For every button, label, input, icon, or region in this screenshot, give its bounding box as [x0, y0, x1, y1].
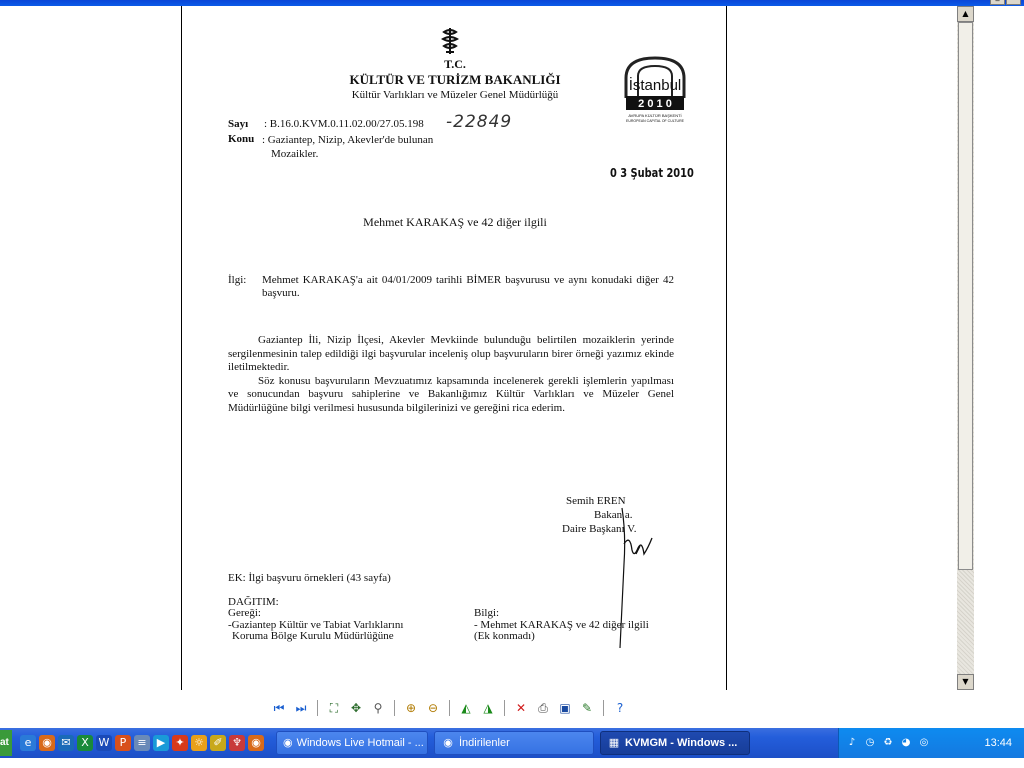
save-icon[interactable]: ▣ — [559, 701, 571, 715]
media-icon[interactable]: ▶ — [153, 735, 169, 751]
task-label: Windows Live Hotmail - ... — [296, 737, 424, 749]
help-icon[interactable]: ? — [616, 701, 624, 715]
signer-name: Semih EREN — [566, 495, 626, 507]
last-page-icon[interactable]: ⏭ — [295, 700, 307, 715]
distribution-geregi — [228, 608, 403, 643]
scroll-thumb[interactable] — [958, 22, 973, 570]
geregi-line-1: -Gaziantep Kültür ve Tabiat Varlıklarını — [228, 618, 404, 631]
ie-icon[interactable]: e — [20, 735, 36, 751]
header-tc: T.C. — [444, 57, 466, 71]
taskbar — [0, 728, 1024, 758]
clock[interactable]: 13:44 — [984, 737, 1012, 749]
ilgi-text: Mehmet KARAKAŞ'a ait 04/01/2009 tarihli BİMER başvurusu ve aynı konudaki diğer 42 başvuru. — [262, 274, 674, 299]
task-kvmgm[interactable] — [600, 731, 750, 755]
rotate-left-icon[interactable]: ◭ — [461, 701, 471, 715]
first-page-icon[interactable]: ⏮ — [273, 700, 285, 715]
distribution-bilgi — [474, 608, 649, 643]
sayi-handwritten-number: -22849 — [446, 112, 513, 132]
outlook-icon[interactable]: ✉ — [58, 735, 74, 751]
fit-page-icon[interactable]: ⛶ — [329, 700, 339, 715]
ministry-emblem-icon — [437, 26, 463, 56]
body-paragraph-1: Gaziantep İli, Nizip İlçesi, Akevler Mevkiinde bulunduğu belirtilen mozaiklerin yerinde sergilenmesinin talep edildiği ilgi başvurular inceleniş olup başvuruların birer örneği yazımız ekinde iletilmektedir. — [228, 334, 674, 373]
tray-icons — [845, 736, 931, 750]
sayi-label: Sayı — [228, 118, 249, 130]
tray-icon[interactable]: ◕ — [901, 737, 911, 748]
task-label: İndirilenler — [459, 737, 510, 749]
bilgi-line-1: - Mehmet KARAKAŞ ve 42 diğer ilgili — [474, 618, 649, 631]
quick-launch — [14, 730, 270, 756]
start-button[interactable]: at — [0, 730, 12, 756]
header-ministry: KÜLTÜR VE TURİZM BAKANLIĞI — [349, 72, 561, 87]
toolbar-separator — [394, 700, 395, 716]
side-strip — [974, 6, 1024, 690]
signer-title-1: Bakan a. — [594, 509, 633, 521]
logo-tagline-en: EUROPEAN CAPITAL OF CULTURE — [626, 119, 684, 123]
task-indirilenler[interactable] — [434, 731, 594, 755]
logo-tagline-tr: AVRUPA KÜLTÜR BAŞKENTİ — [628, 113, 682, 118]
viewer-toolbar — [270, 697, 629, 719]
attachment-note: EK: İlgi başvuru örnekleri (43 sayfa) — [228, 572, 391, 584]
toolbar-separator — [504, 700, 505, 716]
tool-icon[interactable]: ✦ — [172, 735, 188, 751]
tray-icon[interactable]: ◎ — [919, 737, 929, 748]
logo-word: İstanbul — [628, 77, 682, 94]
document-page — [181, 6, 727, 690]
distribution-heading: DAĞITIM: — [228, 596, 279, 608]
system-tray — [838, 728, 1024, 758]
zoom-out-icon[interactable]: ⊖ — [427, 701, 439, 715]
geregi-label: Gereği: — [228, 607, 261, 619]
zoom-in-icon[interactable]: ⊕ — [405, 701, 417, 715]
bilgi-line-2: (Ek konmadı) — [474, 630, 535, 642]
antivirus-icon[interactable]: ♆ — [229, 735, 245, 751]
konu-line-1: : Gaziantep, Nizip, Akevler'de bulunan — [262, 134, 434, 146]
scroll-up-button[interactable]: ▲ — [957, 6, 974, 22]
word-icon[interactable]: W — [96, 735, 112, 751]
task-app-icon: ◉ — [283, 736, 293, 749]
konu-value — [262, 133, 482, 161]
delete-icon[interactable]: ✕ — [515, 701, 527, 715]
fit-width-icon[interactable]: ✥ — [350, 701, 362, 715]
konu-label: Konu — [228, 133, 255, 145]
task-buttons — [270, 731, 750, 755]
sun-icon[interactable]: ☼ — [191, 735, 207, 751]
istanbul-2010-logo — [618, 54, 692, 126]
task-app-icon: ◉ — [443, 736, 453, 749]
firefox-icon-2[interactable]: ◉ — [248, 735, 264, 751]
sayi-value: : B.16.0.KVM.0.11.02.00/27.05.198 — [264, 118, 424, 130]
tray-icon[interactable]: ♻ — [883, 737, 893, 748]
minimize-button[interactable] — [990, 0, 1005, 5]
bottom-strip — [0, 758, 1024, 768]
toolbar-separator — [449, 700, 450, 716]
vertical-scrollbar[interactable] — [957, 6, 974, 690]
document-body — [228, 334, 674, 415]
header-department: Kültür Varlıkları ve Müzeler Genel Müdürlüğü — [351, 89, 559, 101]
rotate-right-icon[interactable]: ◮ — [483, 701, 493, 715]
scroll-down-button[interactable]: ▼ — [957, 674, 974, 690]
pen-icon[interactable]: ✐ — [210, 735, 226, 751]
tray-icon[interactable]: ♪ — [848, 737, 856, 748]
recipient: Mehmet KARAKAŞ ve 42 diğer ilgili — [363, 215, 547, 229]
excel-icon[interactable]: X — [77, 735, 93, 751]
edit-icon[interactable]: ✎ — [581, 701, 593, 715]
firefox-icon[interactable]: ◉ — [39, 735, 55, 751]
task-label: KVMGM - Windows ... — [625, 737, 738, 749]
close-button[interactable] — [1006, 0, 1021, 5]
notepad-icon[interactable]: ≡ — [134, 735, 150, 751]
print-icon[interactable]: ⎙ — [538, 700, 548, 715]
toolbar-separator — [603, 700, 604, 716]
pin-icon[interactable]: ⚲ — [373, 701, 383, 715]
powerpoint-icon[interactable]: P — [115, 735, 131, 751]
konu-line-2: Mozaikler. — [271, 148, 319, 160]
tray-icon[interactable]: ◷ — [865, 737, 875, 748]
document-date: 0 3 Şubat 2010 — [610, 166, 694, 180]
body-paragraph-2: Söz konusu başvuruların Mevzuatımız kapsamında incelenerek gerekli işlemlerin yapılması ve sonucundan başvuru sahiplerine ve Bakanlığımız Kültür Varlıkları ve Müzeler Genel Müdürlüğüne bilgi verilmesi hususunda bilgilerinizi ve gereğini rica ederim. — [228, 374, 674, 414]
toolbar-separator — [317, 700, 318, 716]
bilgi-label: Bilgi: — [474, 607, 500, 619]
logo-year: 2 0 1 0 — [638, 98, 672, 110]
task-app-icon: ▦ — [608, 736, 620, 749]
signer-title-2: Daire Başkanı V. — [562, 523, 637, 535]
geregi-line-2: Koruma Bölge Kurulu Müdürlüğüne — [232, 630, 394, 642]
ilgi-label: İlgi: — [228, 274, 247, 286]
task-hotmail[interactable] — [276, 731, 428, 755]
